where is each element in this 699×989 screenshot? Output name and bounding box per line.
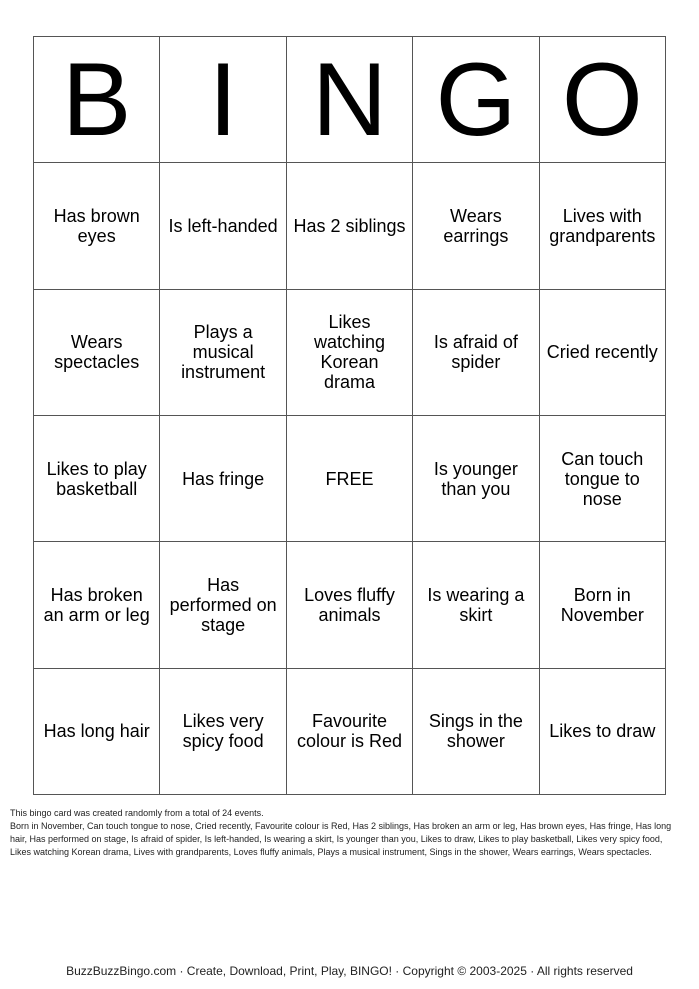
bingo-cell: Likes to draw [540,669,666,795]
bingo-cell: Is wearing a skirt [413,542,539,668]
bingo-cell: Sings in the shower [413,669,539,795]
bingo-cell: Wears spectacles [34,290,160,416]
bingo-cell: Has brown eyes [34,163,160,289]
bingo-cell: Has 2 siblings [287,163,413,289]
bingo-cell: Cried recently [540,290,666,416]
bingo-cell: Likes very spicy food [160,669,286,795]
bingo-cell: Can touch tongue to nose [540,416,666,542]
footer-copyright: BuzzBuzzBingo.com · Create, Download, Print, Play, BINGO! · Copyright © 2003-2025 · All rights reserved [66,964,633,978]
card-summary: This bingo card was created randomly from a total of 24 events. [10,808,264,818]
bingo-cell: Likes to play basketball [34,416,160,542]
bingo-cell: Has long hair [34,669,160,795]
bingo-cell: Wears earrings [413,163,539,289]
bingo-cell: Is left-handed [160,163,286,289]
header-letter-i: I [160,37,286,163]
bingo-cell: Lives with grandparents [540,163,666,289]
bingo-cell: Likes watching Korean drama [287,290,413,416]
bingo-cell: Is younger than you [413,416,539,542]
bingo-cell: Has broken an arm or leg [34,542,160,668]
header-letter-b: B [34,37,160,163]
header-letter-o: O [540,37,666,163]
card-info [10,807,685,859]
header-letter-n: N [287,37,413,163]
event-list: Born in November, Can touch tongue to nose, Cried recently, Favourite colour is Red, Has 2 siblings, Has broken an arm or leg, Has brown eyes, Has fringe, Has long hair, Has performed on stage, Is afraid of spider, Is left-handed, Is wearing a skirt, Is younger than you, Likes to draw, Likes to play basketball, Likes very spicy food, Likes watching Korean drama, Lives with grandparents, Loves fluffy animals, Plays a musical instrument, Sings in the shower, Wears earrings, Wears spectacles. [10,821,672,857]
bingo-cell: Has fringe [160,416,286,542]
bingo-cell: Favourite colour is Red [287,669,413,795]
bingo-cell: Loves fluffy animals [287,542,413,668]
header-letter-g: G [413,37,539,163]
bingo-cell: Has performed on stage [160,542,286,668]
bingo-cell: Plays a musical instrument [160,290,286,416]
bingo-cell: Born in November [540,542,666,668]
free-space-cell: FREE [287,416,413,542]
bingo-card [33,36,666,795]
bingo-cell: Is afraid of spider [413,290,539,416]
